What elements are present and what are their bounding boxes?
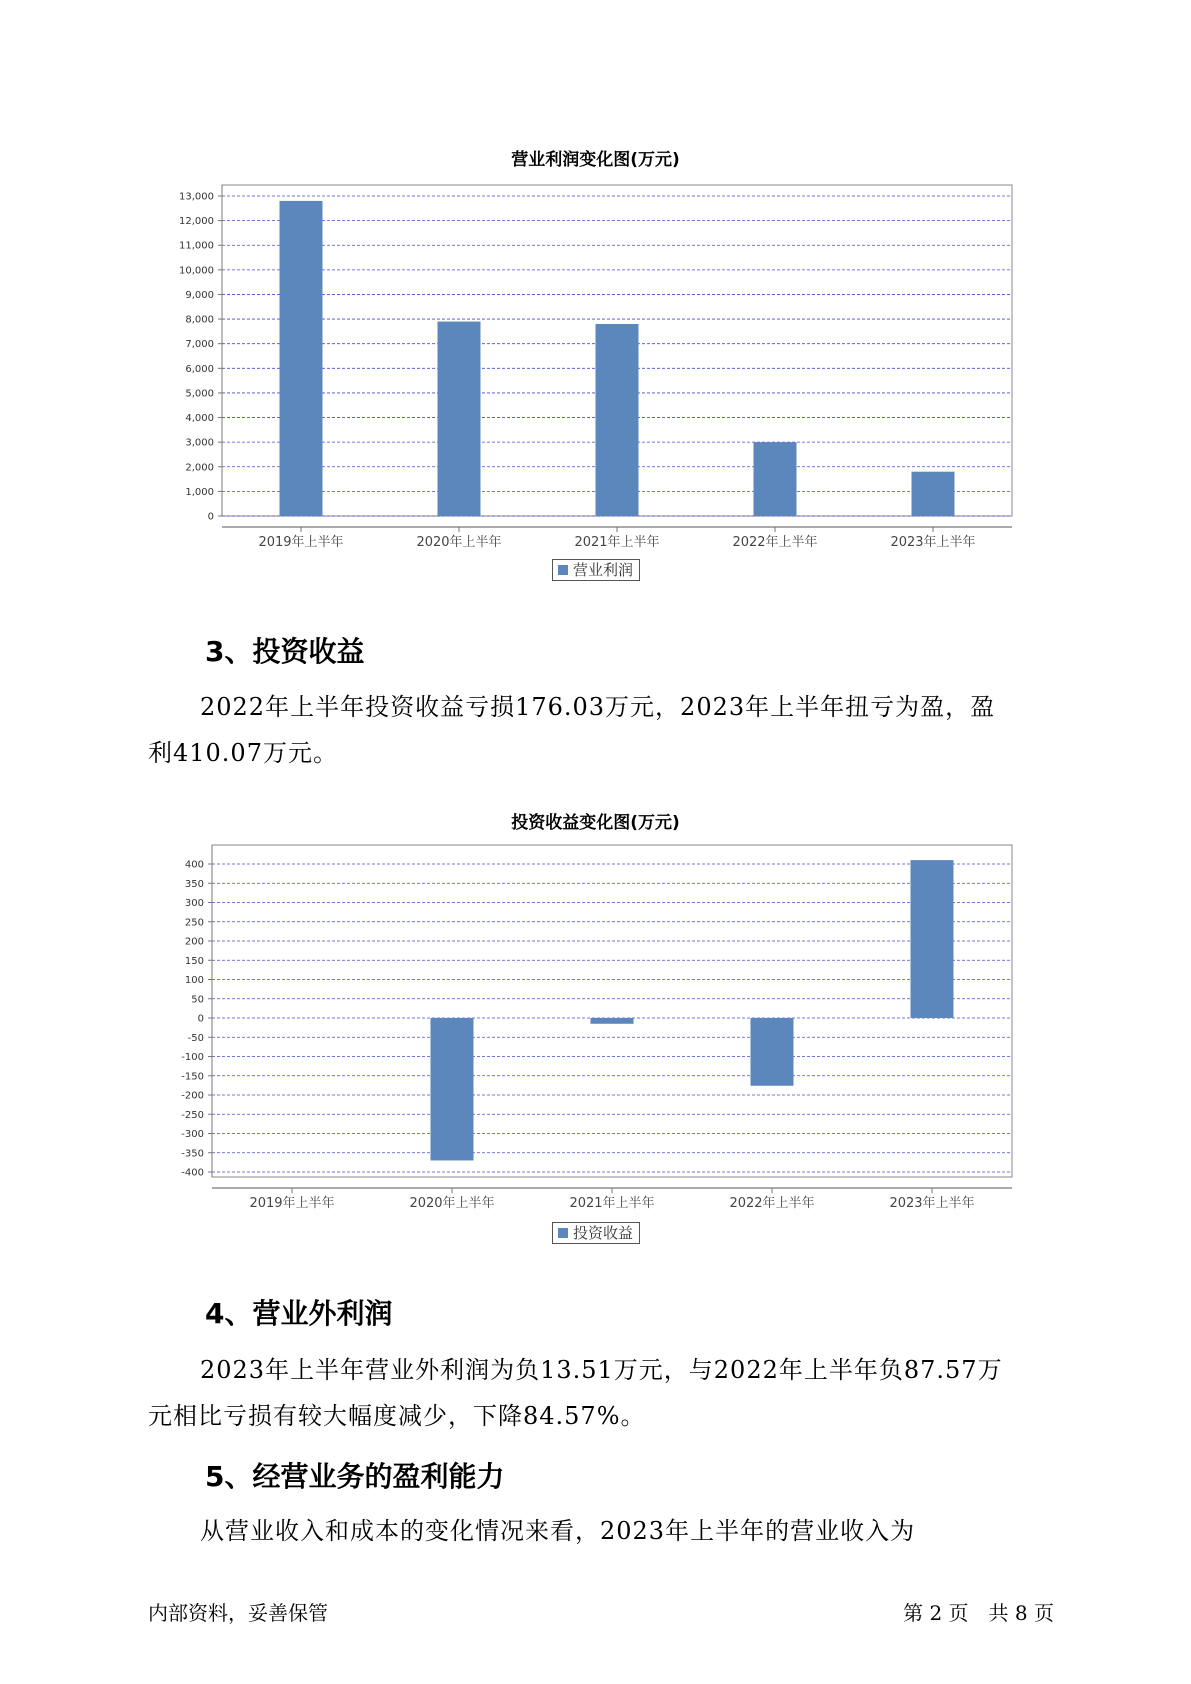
bar <box>280 201 323 516</box>
y-tick-label: 11,000 <box>179 240 214 252</box>
section-5-paragraph <box>148 1508 1048 1554</box>
chart1-title: 营业利润变化图(万元) <box>511 150 680 170</box>
bar <box>751 1018 794 1086</box>
plot-area <box>212 845 1012 1177</box>
y-tick-label: 3,000 <box>185 437 214 449</box>
y-tick-label: -200 <box>181 1090 204 1102</box>
y-tick-label: 1,000 <box>185 486 214 498</box>
y-tick-label: 350 <box>184 878 204 890</box>
y-tick-label: 50 <box>191 994 204 1006</box>
x-tick-label: 2020年上半年 <box>409 1196 495 1211</box>
y-tick-label: 7,000 <box>185 339 214 351</box>
y-tick-label: 0 <box>197 1013 204 1025</box>
y-tick-label: 150 <box>184 955 204 967</box>
footer-page-number: 第 2 页 共 8 页 <box>903 1601 1054 1625</box>
chart2-legend <box>552 1222 640 1244</box>
section-3-line1: 2022年上半年投资收益亏损176.03万元，2023年上半年扭亏为盈，盈 <box>200 693 996 721</box>
x-tick-label: 2021年上半年 <box>569 1196 655 1211</box>
y-tick-label: 2,000 <box>185 462 214 474</box>
bar <box>431 1018 474 1160</box>
section-4-line1: 2023年上半年营业外利润为负13.51万元，与2022年上半年负87.57万 <box>200 1356 1003 1384</box>
bar <box>438 322 481 516</box>
y-tick-label: 100 <box>184 975 204 986</box>
y-tick-label: 12,000 <box>179 216 214 228</box>
bar <box>591 1018 634 1024</box>
chart1-legend <box>552 559 640 581</box>
y-tick-label: -250 <box>181 1109 204 1121</box>
y-tick-label: 4,000 <box>185 413 214 425</box>
y-tick-label: -150 <box>181 1071 204 1083</box>
y-tick-label: 250 <box>184 917 204 929</box>
section-5-line1: 从营业收入和成本的变化情况来看，2023年上半年的营业收入为 <box>200 1517 916 1545</box>
bar <box>911 860 954 1018</box>
section-3-paragraph <box>148 684 1048 776</box>
x-tick-label: 2022年上半年 <box>732 535 818 550</box>
chart2-title: 投资收益变化图(万元) <box>511 813 680 833</box>
bar <box>912 472 955 516</box>
x-tick-label: 2023年上半年 <box>890 535 976 550</box>
section-4-paragraph <box>148 1347 1048 1439</box>
y-tick-label: -400 <box>181 1167 204 1179</box>
x-tick-label: 2019年上半年 <box>249 1196 335 1211</box>
y-tick-label: 10,000 <box>179 265 214 277</box>
chart1-legend-label: 营业利润 <box>573 561 634 579</box>
y-tick-label: 6,000 <box>185 363 214 375</box>
y-tick-label: 200 <box>184 936 204 948</box>
bar <box>596 324 639 516</box>
y-tick-label: 0 <box>207 511 214 523</box>
y-tick-label: 300 <box>184 898 204 909</box>
section-3-heading: 3、投资收益 <box>205 635 365 668</box>
y-tick-label: -100 <box>181 1052 204 1063</box>
y-tick-label: -350 <box>181 1148 204 1160</box>
legend-swatch <box>558 565 568 575</box>
chart2-investment-income <box>0 835 1191 1215</box>
y-tick-label: 9,000 <box>185 289 214 301</box>
chart1-operating-profit <box>0 170 1191 550</box>
section-3-line2: 利410.07万元。 <box>148 739 338 767</box>
legend-swatch <box>558 1228 568 1238</box>
section-4-line2: 元相比亏损有较大幅度减少，下降84.57%。 <box>148 1402 646 1430</box>
y-tick-label: 8,000 <box>185 314 214 326</box>
x-tick-label: 2020年上半年 <box>416 535 502 550</box>
y-tick-label: -300 <box>181 1129 204 1140</box>
x-tick-label: 2021年上半年 <box>574 535 660 550</box>
section-4-heading: 4、营业外利润 <box>205 1297 393 1330</box>
x-tick-label: 2019年上半年 <box>258 535 344 550</box>
footer-note: 内部资料，妥善保管 <box>148 1601 328 1625</box>
chart2-legend-label: 投资收益 <box>573 1224 634 1242</box>
y-tick-label: -50 <box>187 1032 204 1044</box>
x-tick-label: 2023年上半年 <box>889 1196 975 1211</box>
x-tick-label: 2022年上半年 <box>729 1196 815 1211</box>
bar <box>754 442 797 516</box>
y-tick-label: 5,000 <box>185 388 214 400</box>
y-tick-label: 400 <box>184 859 204 871</box>
section-5-heading: 5、经营业务的盈利能力 <box>205 1460 505 1493</box>
y-tick-label: 13,000 <box>179 191 214 203</box>
